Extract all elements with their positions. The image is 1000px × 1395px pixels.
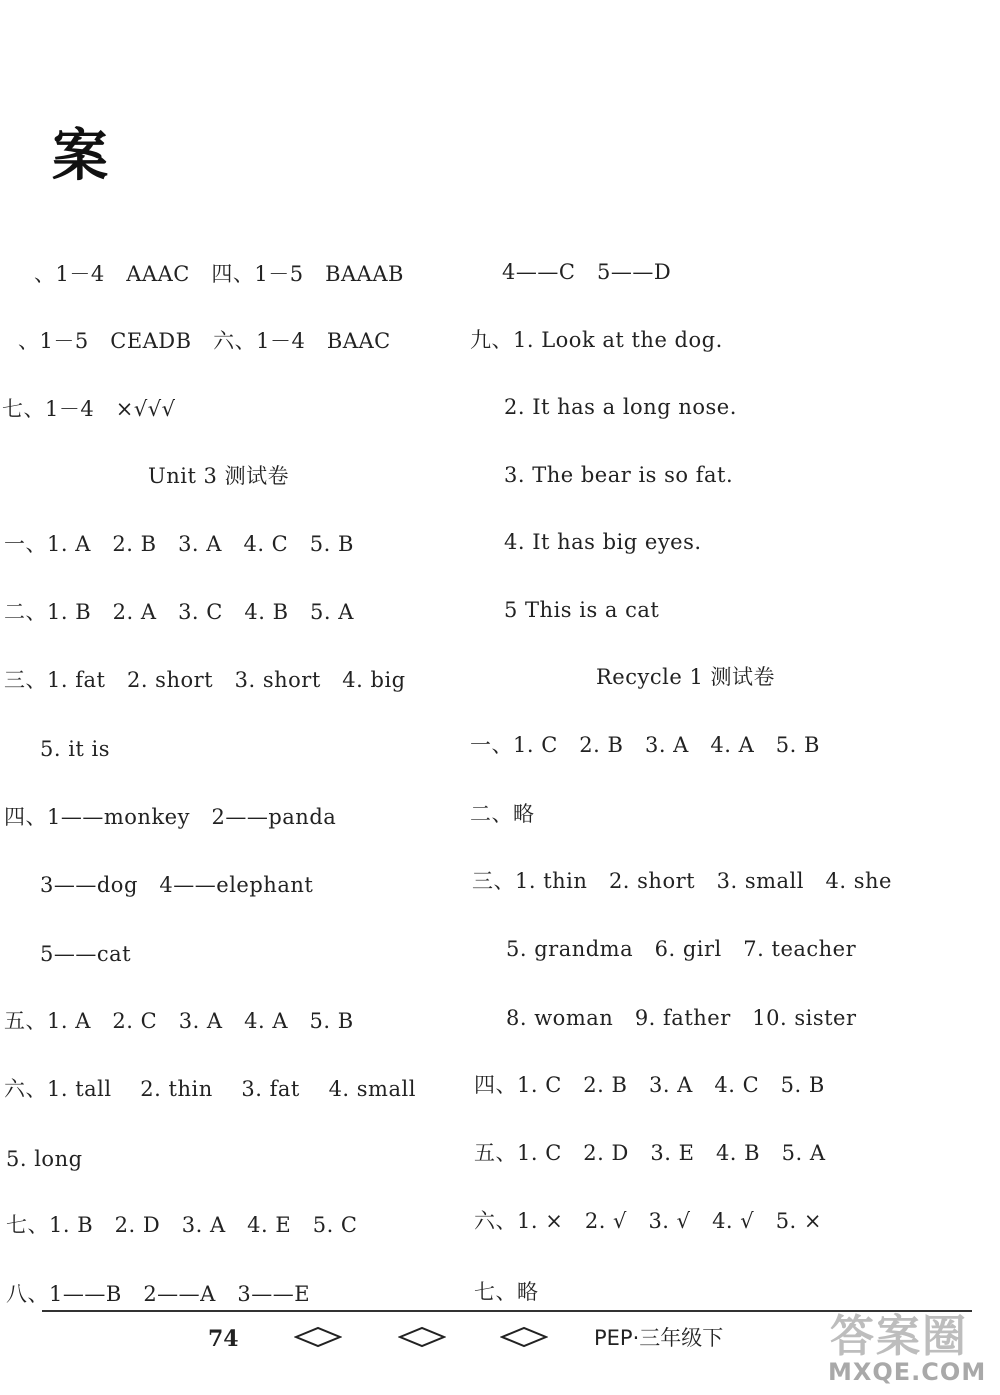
answer-line: 8. woman 9. father 10. sister (506, 1006, 857, 1030)
answer-line: 四、1. C 2. B 3. A 4. C 5. B (474, 1073, 825, 1097)
section-heading: Recycle 1 测试卷 (596, 665, 775, 689)
answer-line: 六、1. tall 2. thin 3. fat 4. small (4, 1077, 416, 1101)
answer-line: 3——dog 4——elephant (40, 873, 314, 897)
answer-line: 七、略 (474, 1280, 539, 1304)
answer-line: 三、1. fat 2. short 3. short 4. big (4, 668, 406, 692)
answer-line: 九、1. Look at the dog. (470, 328, 723, 352)
diamond-ornament-icon (500, 1326, 548, 1348)
answer-line: 五、1. A 2. C 3. A 4. A 5. B (4, 1009, 354, 1033)
answer-line: 5. grandma 6. girl 7. teacher (506, 937, 857, 961)
watermark-url: MXQE.COM (828, 1358, 987, 1386)
watermark-text: 答案圈 (830, 1311, 968, 1362)
answer-line: 七、1. B 2. D 3. A 4. E 5. C (6, 1213, 358, 1237)
answer-line: 八、1——B 2——A 3——E (6, 1282, 311, 1306)
answer-line: 4——C 5——D (502, 260, 672, 284)
answer-line: 二、1. B 2. A 3. C 4. B 5. A (4, 600, 354, 624)
answer-line: 五、1. C 2. D 3. E 4. B 5. A (474, 1141, 826, 1165)
page-number: 74 (208, 1326, 239, 1352)
answer-line: 5 This is a cat (504, 598, 660, 622)
section-heading: Unit 3 测试卷 (148, 464, 290, 488)
answer-line: 5——cat (40, 942, 132, 966)
answer-line: 3. The bear is so fat. (504, 463, 734, 487)
diamond-ornament-icon (294, 1326, 342, 1348)
answer-line: 七、1－4 ×√√√ (2, 397, 176, 421)
answer-line: 5. long (6, 1147, 83, 1171)
answer-line: 二、略 (470, 802, 535, 826)
answer-line: 六、1. × 2. √ 3. √ 4. √ 5. × (474, 1209, 822, 1233)
answer-line: 5. it is (40, 737, 111, 761)
answer-line: 、1－4 AAAC 四、1－5 BAAAB (34, 262, 404, 286)
answer-line: 、1－5 CEADB 六、1－4 BAAC (18, 329, 391, 353)
diamond-ornament-icon (398, 1326, 446, 1348)
watermark-logo (822, 1300, 997, 1392)
answer-line: 2. It has a long nose. (504, 395, 737, 419)
answer-line: 三、1. thin 2. short 3. small 4. she (472, 869, 892, 893)
answer-line: 四、1——monkey 2——panda (4, 805, 337, 829)
series-label: PEP·三年级下 (594, 1326, 724, 1350)
answer-line: 一、1. C 2. B 3. A 4. A 5. B (470, 733, 820, 757)
answer-line: 一、1. A 2. B 3. A 4. C 5. B (4, 532, 354, 556)
answer-line: 4. It has big eyes. (504, 530, 702, 554)
page-title: 案 (52, 124, 108, 189)
